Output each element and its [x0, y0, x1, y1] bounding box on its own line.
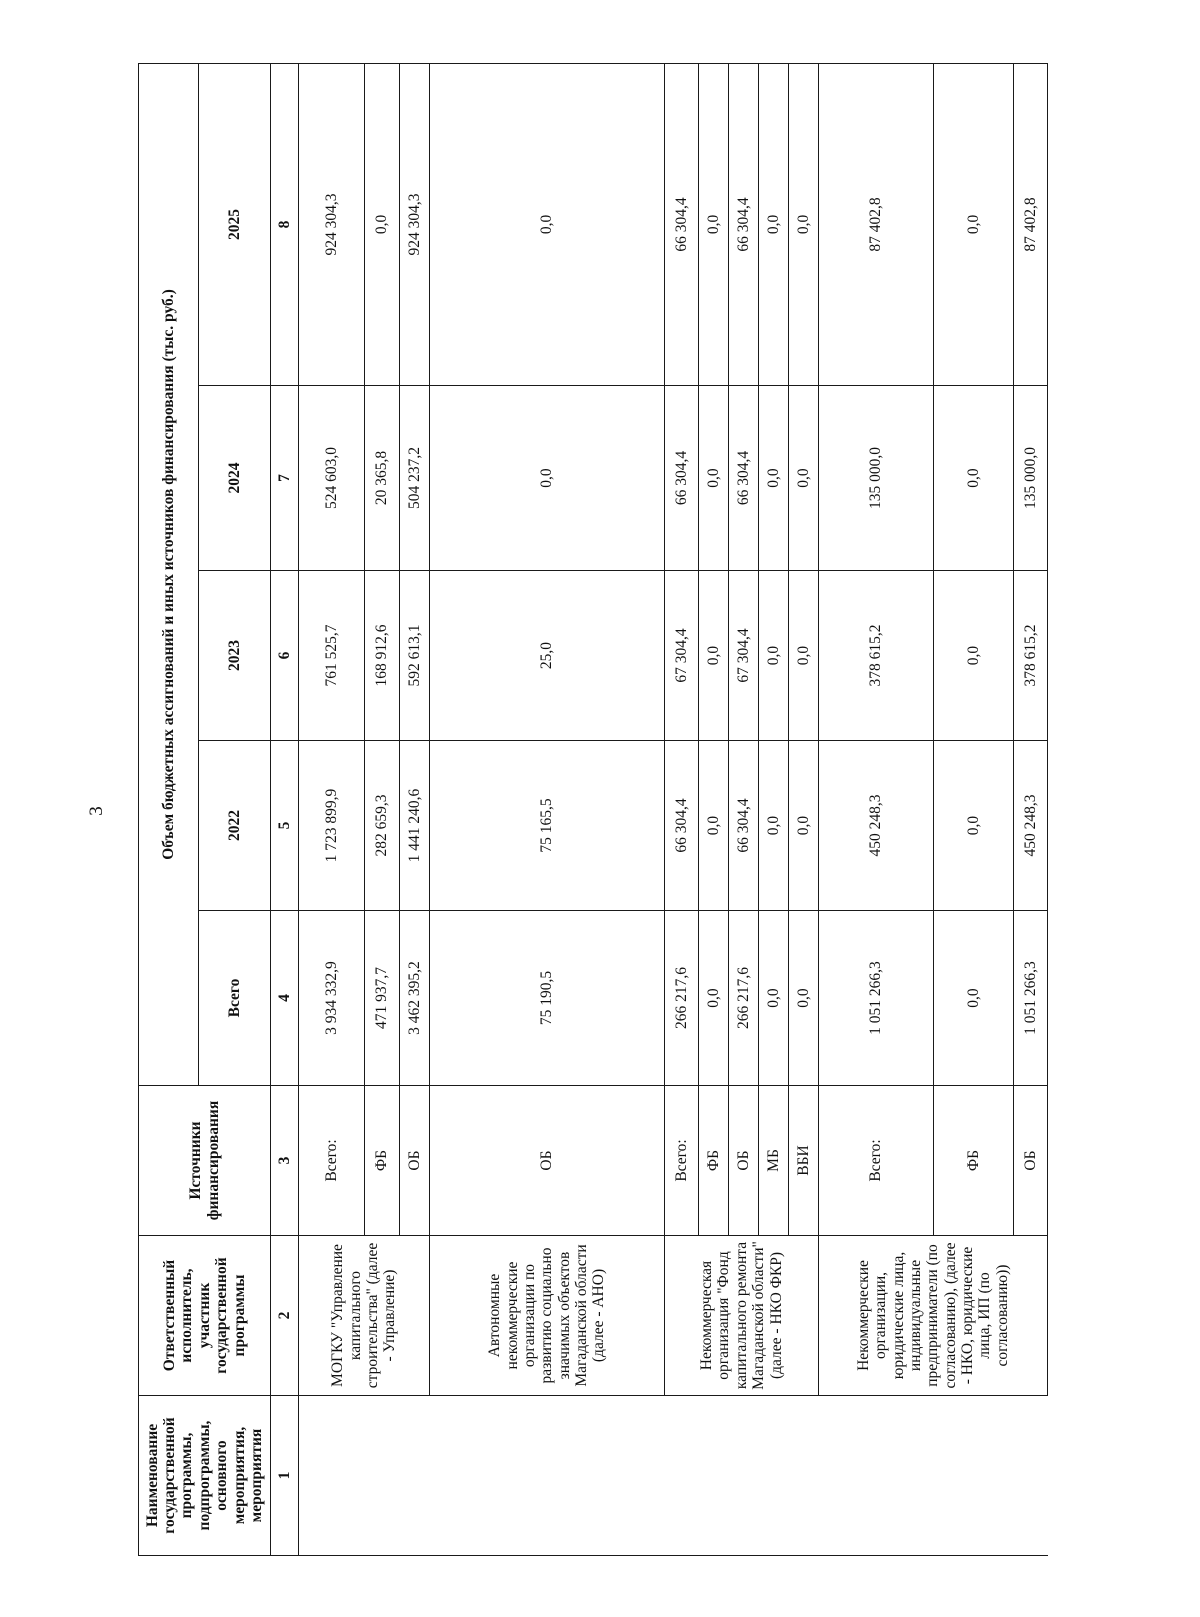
value-total: 0,0: [759, 911, 789, 1086]
header-2024: 2024: [199, 386, 271, 571]
value-2022: 450 248,3: [819, 741, 934, 911]
source-cell: ФБ: [699, 1086, 729, 1236]
header-total: Всего: [199, 911, 271, 1086]
value-2023: 0,0: [934, 571, 1014, 741]
value-2024: 66 304,4: [665, 386, 699, 571]
source-cell: Всего:: [299, 1086, 365, 1236]
value-2024: 0,0: [789, 386, 819, 571]
header-volume-group: Объем бюджетных ассигнований и иных источников финансирования (тыс. руб.): [139, 63, 199, 1085]
value-2025: 924 304,3: [400, 63, 430, 385]
value-2024: 504 237,2: [400, 386, 430, 571]
value-2025: 0,0: [430, 63, 665, 385]
value-2022: 66 304,4: [665, 741, 699, 911]
value-2022: 1 723 899,9: [299, 741, 365, 911]
value-2022: 1 441 240,6: [400, 741, 430, 911]
value-total: 3 934 332,9: [299, 911, 365, 1086]
value-2024: 135 000,0: [819, 386, 934, 571]
value-2023: 67 304,4: [665, 571, 699, 741]
value-2024: 66 304,4: [729, 386, 759, 571]
value-2023: 0,0: [789, 571, 819, 741]
col-number: 2: [271, 1236, 299, 1396]
value-2025: 0,0: [934, 63, 1014, 385]
value-total: 1 051 266,3: [819, 911, 934, 1086]
value-total: 266 217,6: [665, 911, 699, 1086]
value-2023: 592 613,1: [400, 571, 430, 741]
value-2022: 66 304,4: [729, 741, 759, 911]
executor-cell: Некоммерческая организация "Фонд капитального ремонта Магаданской области" (далее - НКО ФКР): [665, 1236, 819, 1396]
value-2022: 0,0: [699, 741, 729, 911]
value-2023: 761 525,7: [299, 571, 365, 741]
value-2023: 0,0: [759, 571, 789, 741]
header-2023: 2023: [199, 571, 271, 741]
financing-table-frame: [138, 64, 1058, 1556]
value-2022: 282 659,3: [365, 741, 400, 911]
value-total: 266 217,6: [729, 911, 759, 1086]
value-total: 0,0: [699, 911, 729, 1086]
value-2024: 0,0: [759, 386, 789, 571]
header-sources: Источники финансирования: [139, 1086, 271, 1236]
value-2025: 66 304,4: [729, 63, 759, 385]
value-total: 3 462 395,2: [400, 911, 430, 1086]
source-cell: Всего:: [819, 1086, 934, 1236]
value-2024: 0,0: [934, 386, 1014, 571]
executor-cell: Некоммерческие организации, юридические лица, индивидуальные предприниматели (по согласованию), (далее - НКО, юридические лица, ИП (по согласованию)): [819, 1236, 1048, 1396]
value-2024: 0,0: [699, 386, 729, 571]
header-2022: 2022: [199, 741, 271, 911]
value-2023: 168 912,6: [365, 571, 400, 741]
executor-cell: Автономные некоммерческие организации по развитию социально значимых объектов Магаданской области (далее - АНО): [430, 1236, 665, 1396]
value-2024: 135 000,0: [1014, 386, 1048, 571]
value-2023: 378 615,2: [1014, 571, 1048, 741]
value-2022: 450 248,3: [1014, 741, 1048, 911]
source-cell: Всего:: [665, 1086, 699, 1236]
source-cell: ФБ: [934, 1086, 1014, 1236]
value-total: 0,0: [934, 911, 1014, 1086]
col-number: 5: [271, 741, 299, 911]
header-2025: 2025: [199, 63, 271, 385]
financing-table: [138, 63, 1048, 1556]
program-name-cell: [299, 1396, 1048, 1556]
value-2025: 0,0: [789, 63, 819, 385]
value-2022: 0,0: [789, 741, 819, 911]
source-cell: ОБ: [729, 1086, 759, 1236]
col-number: 3: [271, 1086, 299, 1236]
col-number: 7: [271, 386, 299, 571]
value-2023: 0,0: [699, 571, 729, 741]
value-2023: 25,0: [430, 571, 665, 741]
executor-cell: МОГКУ "Управление капитального строительства" (далее - Управление): [299, 1236, 430, 1396]
value-2024: 20 365,8: [365, 386, 400, 571]
value-2024: 524 603,0: [299, 386, 365, 571]
value-2023: 378 615,2: [819, 571, 934, 741]
value-2025: 0,0: [699, 63, 729, 385]
header-name: Наименование государственной программы, подпрограммы, основного мероприятия, мероприятия: [139, 1396, 271, 1556]
value-2024: 0,0: [430, 386, 665, 571]
value-total: 471 937,7: [365, 911, 400, 1086]
value-2025: 87 402,8: [1014, 63, 1048, 385]
value-2025: 0,0: [759, 63, 789, 385]
col-number: 8: [271, 63, 299, 385]
source-cell: МБ: [759, 1086, 789, 1236]
value-2025: 0,0: [365, 63, 400, 385]
value-2025: 66 304,4: [665, 63, 699, 385]
col-number: 6: [271, 571, 299, 741]
source-cell: ОБ: [430, 1086, 665, 1236]
value-2025: 87 402,8: [819, 63, 934, 385]
source-cell: ФБ: [365, 1086, 400, 1236]
col-number: 1: [271, 1396, 299, 1556]
value-2023: 67 304,4: [729, 571, 759, 741]
source-cell: ОБ: [1014, 1086, 1048, 1236]
value-2025: 924 304,3: [299, 63, 365, 385]
value-2022: 0,0: [934, 741, 1014, 911]
value-total: 75 190,5: [430, 911, 665, 1086]
value-total: 1 051 266,3: [1014, 911, 1048, 1086]
page-number: 3: [85, 806, 107, 816]
value-2022: 75 165,5: [430, 741, 665, 911]
header-executor: Ответственный исполнитель, участник государственной программы: [139, 1236, 271, 1396]
source-cell: ВБИ: [789, 1086, 819, 1236]
value-2022: 0,0: [759, 741, 789, 911]
col-number: 4: [271, 911, 299, 1086]
source-cell: ОБ: [400, 1086, 430, 1236]
value-total: 0,0: [789, 911, 819, 1086]
